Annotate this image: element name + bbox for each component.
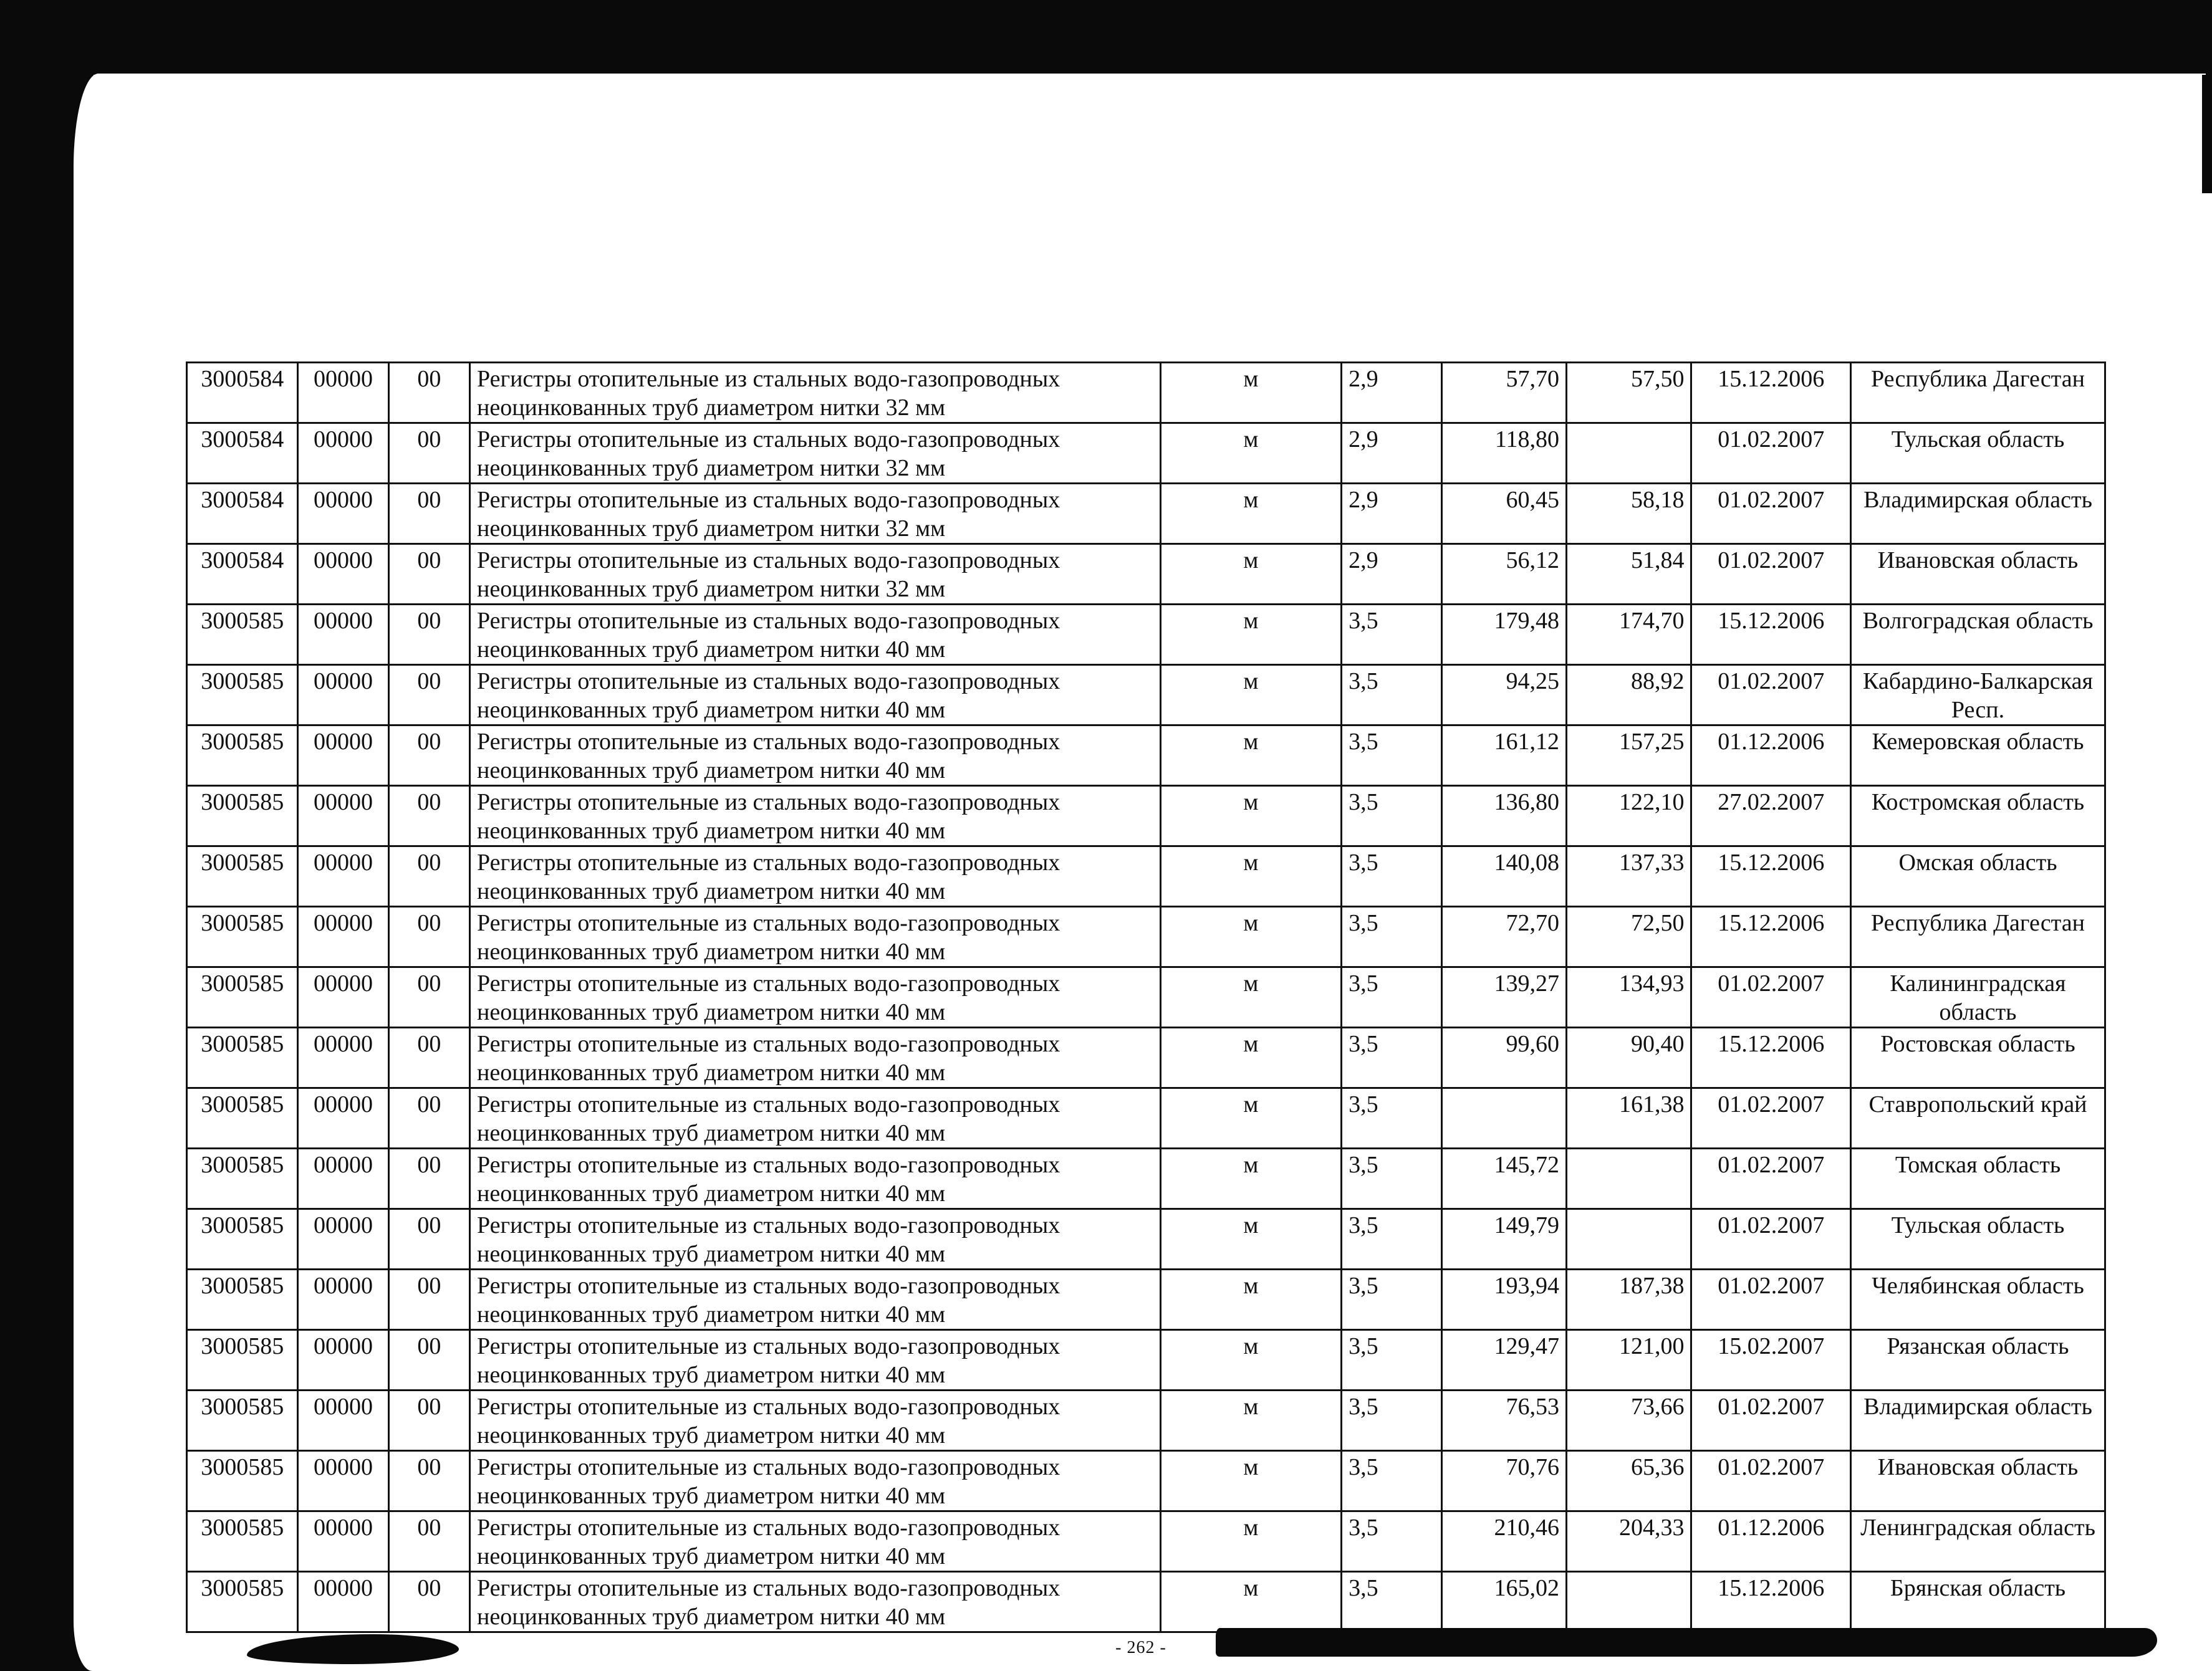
item-price-2: 90,40 xyxy=(1566,1028,1691,1088)
table-row xyxy=(187,1028,2105,1088)
item-region: Волгоградская область xyxy=(1851,605,2105,665)
item-suffix: 00 xyxy=(388,1028,469,1088)
item-subcode: 00000 xyxy=(298,786,388,846)
item-date: 01.12.2006 xyxy=(1691,725,1851,786)
item-unit: м xyxy=(1160,1209,1342,1270)
item-subcode: 00000 xyxy=(298,484,388,544)
item-date: 01.02.2007 xyxy=(1691,1391,1851,1451)
item-name: Регистры отопительные из стальных водо-газопроводных неоцинкованных труб диаметром нитки 32 мм xyxy=(470,363,1161,423)
table-row xyxy=(187,846,2105,907)
table-row xyxy=(187,1451,2105,1511)
item-subcode: 00000 xyxy=(298,665,388,725)
item-price-2: 57,50 xyxy=(1566,363,1691,423)
item-region: Ивановская область xyxy=(1851,544,2105,605)
item-unit: м xyxy=(1160,665,1342,725)
item-suffix: 00 xyxy=(388,967,469,1028)
item-subcode: 00000 xyxy=(298,1451,388,1511)
item-unit: м xyxy=(1160,544,1342,605)
item-suffix: 00 xyxy=(388,1451,469,1511)
item-rate: 2,9 xyxy=(1342,423,1441,484)
item-region: Ленинградская область xyxy=(1851,1511,2105,1572)
item-price-2: 134,93 xyxy=(1566,967,1691,1028)
item-code: 3000584 xyxy=(187,544,298,605)
item-name: Регистры отопительные из стальных водо-газопроводных неоцинкованных труб диаметром нитки 40 мм xyxy=(470,605,1161,665)
item-price-1: 145,72 xyxy=(1441,1149,1566,1209)
item-suffix: 00 xyxy=(388,1088,469,1149)
item-subcode: 00000 xyxy=(298,1149,388,1209)
item-rate: 3,5 xyxy=(1342,846,1441,907)
item-rate: 3,5 xyxy=(1342,907,1441,967)
item-date: 15.12.2006 xyxy=(1691,1028,1851,1088)
item-price-2: 88,92 xyxy=(1566,665,1691,725)
page-number: - 262 - xyxy=(1115,1638,1166,1657)
item-code: 3000585 xyxy=(187,1088,298,1149)
item-rate: 3,5 xyxy=(1342,1572,1441,1632)
item-name: Регистры отопительные из стальных водо-газопроводных неоцинкованных труб диаметром нитки 40 мм xyxy=(470,907,1161,967)
item-region: Кабардино-Балкарская Респ. xyxy=(1851,665,2105,725)
item-region: Республика Дагестан xyxy=(1851,907,2105,967)
item-suffix: 00 xyxy=(388,544,469,605)
item-subcode: 00000 xyxy=(298,1028,388,1088)
item-region: Калининградская область xyxy=(1851,967,2105,1028)
table-row xyxy=(187,786,2105,846)
item-subcode: 00000 xyxy=(298,1511,388,1572)
item-name: Регистры отопительные из стальных водо-газопроводных неоцинкованных труб диаметром нитки 40 мм xyxy=(470,1209,1161,1270)
item-price-2: 161,38 xyxy=(1566,1088,1691,1149)
item-unit: м xyxy=(1160,363,1342,423)
table-row xyxy=(187,605,2105,665)
item-price-1: 193,94 xyxy=(1441,1270,1566,1330)
item-name: Регистры отопительные из стальных водо-газопроводных неоцинкованных труб диаметром нитки 32 мм xyxy=(470,423,1161,484)
item-date: 01.02.2007 xyxy=(1691,665,1851,725)
item-code: 3000585 xyxy=(187,1572,298,1632)
item-region: Челябинская область xyxy=(1851,1270,2105,1330)
item-name: Регистры отопительные из стальных водо-газопроводных неоцинкованных труб диаметром нитки 40 мм xyxy=(470,786,1161,846)
item-region: Ставропольский край xyxy=(1851,1088,2105,1149)
table-row xyxy=(187,907,2105,967)
item-unit: м xyxy=(1160,786,1342,846)
item-unit: м xyxy=(1160,1391,1342,1451)
item-price-1: 72,70 xyxy=(1441,907,1566,967)
item-rate: 2,9 xyxy=(1342,363,1441,423)
item-region: Ивановская область xyxy=(1851,1451,2105,1511)
item-rate: 3,5 xyxy=(1342,1511,1441,1572)
item-name: Регистры отопительные из стальных водо-газопроводных неоцинкованных труб диаметром нитки 40 мм xyxy=(470,1088,1161,1149)
item-subcode: 00000 xyxy=(298,725,388,786)
item-unit: м xyxy=(1160,1270,1342,1330)
item-code: 3000585 xyxy=(187,786,298,846)
item-code: 3000585 xyxy=(187,846,298,907)
item-price-1: 139,27 xyxy=(1441,967,1566,1028)
item-suffix: 00 xyxy=(388,665,469,725)
table-row xyxy=(187,484,2105,544)
item-unit: м xyxy=(1160,1572,1342,1632)
item-price-1: 140,08 xyxy=(1441,846,1566,907)
item-date: 01.02.2007 xyxy=(1691,1088,1851,1149)
item-suffix: 00 xyxy=(388,1391,469,1451)
table-row xyxy=(187,544,2105,605)
item-name: Регистры отопительные из стальных водо-газопроводных неоцинкованных труб диаметром нитки 40 мм xyxy=(470,967,1161,1028)
item-code: 3000585 xyxy=(187,1330,298,1391)
item-date: 01.02.2007 xyxy=(1691,423,1851,484)
item-price-1: 179,48 xyxy=(1441,605,1566,665)
item-subcode: 00000 xyxy=(298,967,388,1028)
item-subcode: 00000 xyxy=(298,1391,388,1451)
item-rate: 3,5 xyxy=(1342,1330,1441,1391)
item-region: Кемеровская область xyxy=(1851,725,2105,786)
item-unit: м xyxy=(1160,1149,1342,1209)
item-suffix: 00 xyxy=(388,1511,469,1572)
item-code: 3000585 xyxy=(187,1209,298,1270)
item-name: Регистры отопительные из стальных водо-газопроводных неоцинкованных труб диаметром нитки 40 мм xyxy=(470,1270,1161,1330)
item-rate: 3,5 xyxy=(1342,665,1441,725)
table-row xyxy=(187,1391,2105,1451)
item-unit: м xyxy=(1160,1511,1342,1572)
item-suffix: 00 xyxy=(388,484,469,544)
item-price-1: 136,80 xyxy=(1441,786,1566,846)
item-suffix: 00 xyxy=(388,1572,469,1632)
item-rate: 3,5 xyxy=(1342,1451,1441,1511)
table-row xyxy=(187,665,2105,725)
item-code: 3000585 xyxy=(187,907,298,967)
table-row xyxy=(187,1209,2105,1270)
table-row xyxy=(187,1088,2105,1149)
item-date: 27.02.2007 xyxy=(1691,786,1851,846)
item-price-2: 204,33 xyxy=(1566,1511,1691,1572)
item-rate: 3,5 xyxy=(1342,967,1441,1028)
item-price-2: 187,38 xyxy=(1566,1270,1691,1330)
item-suffix: 00 xyxy=(388,363,469,423)
item-price-2 xyxy=(1566,423,1691,484)
item-price-1: 210,46 xyxy=(1441,1511,1566,1572)
item-region: Костромская область xyxy=(1851,786,2105,846)
item-subcode: 00000 xyxy=(298,846,388,907)
item-rate: 3,5 xyxy=(1342,1088,1441,1149)
table-row xyxy=(187,1511,2105,1572)
table-row xyxy=(187,1330,2105,1391)
item-date: 01.02.2007 xyxy=(1691,1149,1851,1209)
item-price-2: 174,70 xyxy=(1566,605,1691,665)
item-code: 3000585 xyxy=(187,1028,298,1088)
item-region: Тульская область xyxy=(1851,1209,2105,1270)
item-name: Регистры отопительные из стальных водо-газопроводных неоцинкованных труб диаметром нитки 32 мм xyxy=(470,484,1161,544)
item-price-2 xyxy=(1566,1572,1691,1632)
item-date: 15.12.2006 xyxy=(1691,363,1851,423)
item-price-2: 157,25 xyxy=(1566,725,1691,786)
item-suffix: 00 xyxy=(388,1209,469,1270)
item-suffix: 00 xyxy=(388,1330,469,1391)
item-code: 3000585 xyxy=(187,665,298,725)
item-region: Тульская область xyxy=(1851,423,2105,484)
item-suffix: 00 xyxy=(388,1270,469,1330)
item-region: Ростовская область xyxy=(1851,1028,2105,1088)
item-date: 15.12.2006 xyxy=(1691,605,1851,665)
item-date: 15.12.2006 xyxy=(1691,846,1851,907)
item-price-1: 94,25 xyxy=(1441,665,1566,725)
item-unit: м xyxy=(1160,907,1342,967)
item-name: Регистры отопительные из стальных водо-газопроводных неоцинкованных труб диаметром нитки 40 мм xyxy=(470,1028,1161,1088)
item-price-1: 129,47 xyxy=(1441,1330,1566,1391)
item-date: 01.02.2007 xyxy=(1691,967,1851,1028)
price-table-body xyxy=(187,363,2105,1632)
item-subcode: 00000 xyxy=(298,1209,388,1270)
item-unit: м xyxy=(1160,1028,1342,1088)
item-name: Регистры отопительные из стальных водо-газопроводных неоцинкованных труб диаметром нитки 40 мм xyxy=(470,1451,1161,1511)
item-code: 3000585 xyxy=(187,1149,298,1209)
item-name: Регистры отопительные из стальных водо-газопроводных неоцинкованных труб диаметром нитки 40 мм xyxy=(470,665,1161,725)
item-code: 3000584 xyxy=(187,484,298,544)
table-row xyxy=(187,363,2105,423)
item-rate: 3,5 xyxy=(1342,1028,1441,1088)
item-code: 3000585 xyxy=(187,605,298,665)
item-region: Томская область xyxy=(1851,1149,2105,1209)
table-row xyxy=(187,1270,2105,1330)
scan-smudge-right xyxy=(1216,1628,2157,1657)
item-unit: м xyxy=(1160,605,1342,665)
item-subcode: 00000 xyxy=(298,1270,388,1330)
item-subcode: 00000 xyxy=(298,1088,388,1149)
item-price-1: 118,80 xyxy=(1441,423,1566,484)
table-row xyxy=(187,967,2105,1028)
item-rate: 3,5 xyxy=(1342,725,1441,786)
item-price-1: 56,12 xyxy=(1441,544,1566,605)
item-price-2: 58,18 xyxy=(1566,484,1691,544)
scan-border-right-strip xyxy=(2202,75,2212,193)
item-code: 3000584 xyxy=(187,423,298,484)
item-unit: м xyxy=(1160,1330,1342,1391)
item-region: Омская область xyxy=(1851,846,2105,907)
item-rate: 2,9 xyxy=(1342,484,1441,544)
item-price-2: 122,10 xyxy=(1566,786,1691,846)
item-subcode: 00000 xyxy=(298,907,388,967)
item-unit: м xyxy=(1160,846,1342,907)
item-price-1: 70,76 xyxy=(1441,1451,1566,1511)
item-date: 01.02.2007 xyxy=(1691,544,1851,605)
item-code: 3000585 xyxy=(187,1391,298,1451)
item-suffix: 00 xyxy=(388,846,469,907)
item-rate: 3,5 xyxy=(1342,1209,1441,1270)
item-rate: 2,9 xyxy=(1342,544,1441,605)
item-region: Владимирская область xyxy=(1851,1391,2105,1451)
item-date: 01.02.2007 xyxy=(1691,1451,1851,1511)
item-suffix: 00 xyxy=(388,605,469,665)
item-name: Регистры отопительные из стальных водо-газопроводных неоцинкованных труб диаметром нитки 40 мм xyxy=(470,846,1161,907)
item-region: Владимирская область xyxy=(1851,484,2105,544)
item-unit: м xyxy=(1160,1451,1342,1511)
item-price-2 xyxy=(1566,1209,1691,1270)
item-price-1: 161,12 xyxy=(1441,725,1566,786)
item-subcode: 00000 xyxy=(298,1330,388,1391)
item-name: Регистры отопительные из стальных водо-газопроводных неоцинкованных труб диаметром нитки 40 мм xyxy=(470,725,1161,786)
item-price-1: 149,79 xyxy=(1441,1209,1566,1270)
item-name: Регистры отопительные из стальных водо-газопроводных неоцинкованных труб диаметром нитки 40 мм xyxy=(470,1149,1161,1209)
item-date: 15.12.2006 xyxy=(1691,1572,1851,1632)
item-price-1: 165,02 xyxy=(1441,1572,1566,1632)
item-code: 3000585 xyxy=(187,1511,298,1572)
table-row xyxy=(187,1149,2105,1209)
item-code: 3000585 xyxy=(187,1270,298,1330)
item-price-2: 121,00 xyxy=(1566,1330,1691,1391)
item-price-2: 51,84 xyxy=(1566,544,1691,605)
item-unit: м xyxy=(1160,484,1342,544)
item-suffix: 00 xyxy=(388,1149,469,1209)
item-date: 01.12.2006 xyxy=(1691,1511,1851,1572)
item-price-2: 73,66 xyxy=(1566,1391,1691,1451)
item-code: 3000585 xyxy=(187,1451,298,1511)
item-price-1: 76,53 xyxy=(1441,1391,1566,1451)
item-price-1: 99,60 xyxy=(1441,1028,1566,1088)
item-code: 3000585 xyxy=(187,725,298,786)
item-suffix: 00 xyxy=(388,725,469,786)
item-region: Рязанская область xyxy=(1851,1330,2105,1391)
item-subcode: 00000 xyxy=(298,544,388,605)
item-date: 01.02.2007 xyxy=(1691,1270,1851,1330)
item-name: Регистры отопительные из стальных водо-газопроводных неоцинкованных труб диаметром нитки 32 мм xyxy=(470,544,1161,605)
item-suffix: 00 xyxy=(388,786,469,846)
item-price-1: 57,70 xyxy=(1441,363,1566,423)
item-subcode: 00000 xyxy=(298,605,388,665)
item-unit: м xyxy=(1160,1088,1342,1149)
item-name: Регистры отопительные из стальных водо-газопроводных неоцинкованных труб диаметром нитки 40 мм xyxy=(470,1572,1161,1632)
item-date: 15.02.2007 xyxy=(1691,1330,1851,1391)
item-price-1: 60,45 xyxy=(1441,484,1566,544)
item-rate: 3,5 xyxy=(1342,1270,1441,1330)
table-row xyxy=(187,725,2105,786)
item-rate: 3,5 xyxy=(1342,786,1441,846)
price-table xyxy=(186,361,2106,1633)
table-row xyxy=(187,423,2105,484)
item-suffix: 00 xyxy=(388,423,469,484)
item-date: 01.02.2007 xyxy=(1691,484,1851,544)
scan-border-top xyxy=(0,0,2212,75)
item-code: 3000584 xyxy=(187,363,298,423)
item-date: 01.02.2007 xyxy=(1691,1209,1851,1270)
item-unit: м xyxy=(1160,423,1342,484)
item-price-2 xyxy=(1566,1149,1691,1209)
item-rate: 3,5 xyxy=(1342,1391,1441,1451)
item-price-2: 72,50 xyxy=(1566,907,1691,967)
item-subcode: 00000 xyxy=(298,363,388,423)
item-region: Брянская область xyxy=(1851,1572,2105,1632)
item-name: Регистры отопительные из стальных водо-газопроводных неоцинкованных труб диаметром нитки 40 мм xyxy=(470,1330,1161,1391)
item-unit: м xyxy=(1160,967,1342,1028)
item-unit: м xyxy=(1160,725,1342,786)
item-price-2: 137,33 xyxy=(1566,846,1691,907)
item-rate: 3,5 xyxy=(1342,605,1441,665)
item-name: Регистры отопительные из стальных водо-газопроводных неоцинкованных труб диаметром нитки 40 мм xyxy=(470,1511,1161,1572)
item-subcode: 00000 xyxy=(298,1572,388,1632)
item-region: Республика Дагестан xyxy=(1851,363,2105,423)
item-price-1 xyxy=(1441,1088,1566,1149)
item-subcode: 00000 xyxy=(298,423,388,484)
item-code: 3000585 xyxy=(187,967,298,1028)
item-name: Регистры отопительные из стальных водо-газопроводных неоцинкованных труб диаметром нитки 40 мм xyxy=(470,1391,1161,1451)
item-price-2: 65,36 xyxy=(1566,1451,1691,1511)
item-suffix: 00 xyxy=(388,907,469,967)
item-rate: 3,5 xyxy=(1342,1149,1441,1209)
item-date: 15.12.2006 xyxy=(1691,907,1851,967)
table-row xyxy=(187,1572,2105,1632)
